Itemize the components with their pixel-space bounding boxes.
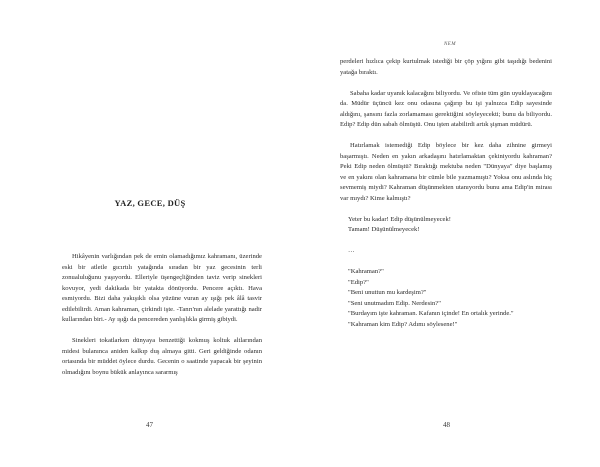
page-number-left: 47 bbox=[146, 421, 153, 429]
dialogue-line: "Kahraman kim Edip? Adımı söylesene!" bbox=[348, 320, 458, 328]
dialogue-line: "Burdayım işte kahraman. Kafanın içinde! En ortalık yerinde." bbox=[348, 310, 514, 317]
dialogue-line: "Kahraman?" bbox=[348, 268, 384, 275]
paragraph-gap bbox=[340, 131, 552, 142]
paragraph-gap bbox=[340, 257, 552, 268]
dialogue-line: Yeter bu kadar! Edip düşünülmeyecek! bbox=[348, 215, 451, 223]
paragraph: perdeleri hızlıca çekip kurtulmak istediği bir çöp yığını gibi taşıdığı bedenini yatağa bıraktı. bbox=[340, 58, 552, 76]
dialogue-line: Tamam! Düşünülmeyecek! bbox=[348, 226, 420, 233]
dialogue-line: "Beni unuttun mu kardeşim?" bbox=[348, 289, 427, 296]
dialogue-line: "Edip?" bbox=[348, 278, 369, 286]
paragraph-gap bbox=[340, 204, 552, 215]
paragraph-gap bbox=[62, 326, 262, 337]
paragraph: Hikâyenin varlığından pek de emin olamadığımız kahramanı, üzerinde eski bir atletle gıcırtılı yatağında sıradan bir yaz gecesinin terli zonualuluğunu yaşıyordu. Elleriyle üşengeçliğinden taviz verip sinekleri kovuyor, yedi dakikada bir yatakta dönüyordu. Pencere açıktı. Hava esmiyordu. Bizi daha yakışıklı olsa yüzüne vuran ay ışığı pek âlâ tasvir edilebilirdi. Aman kahraman, çirkindi işte. -Tanrı'nın alelade yarattığı nadir kullarından biri.- Ay ışığı da pencereden yanlışlıkla girmiş gibiydi. bbox=[62, 253, 262, 323]
page-number-right: 48 bbox=[443, 421, 450, 429]
paragraph: Sabaha kadar uyanık kalacağını biliyordu. Ve ofiste tüm gün uyuklayacağını da. Müdür üçüncü kez onu odasına çağırıp bu işi yalnızca Edip sayesinde aldığını, şansını fazla zorlamaması gerektiğini söyleyecekti; bunu da biliyordu. Edip? Edip dün sabah ölmüştü. Onu işten atabilirdi artık şişman müdürü. bbox=[340, 89, 552, 128]
paragraph: Hatırlamak istemediği Edip böylece bir kez daha zihnine girmeyi başarmıştı. Neden en yakın arkadaşını hatırlamaktan çekiniyordu kahraman? Peki Edip neden ölmüştü? Bıraktığı mektuba neden "Dünyaya" diye başlamış ve en yakını olan kahramana bir cümle bile yazmamıştı? Yoksa onu aslında hiç sevmemiş miydi? Kahraman düşünmekten utanıyordu bunu ama Edip'in mirası var mıydı? Kime kalmıştı? bbox=[340, 142, 552, 202]
left-body-text bbox=[62, 252, 262, 378]
paragraph: Sinekleri tokatlarken dünyaya benzettiği kokmuş koltuk altlarından midesi bulanınca aniden kalkıp duş almaya gitti. Geri geldiğinde odanın ortasında bir müddet öylece durdu. Gecenin o saatinde yapacak bir şeyinin olmadığını boynu bükük anlayınca sararmış bbox=[62, 337, 262, 376]
dialogue-line: "Seni unutmadım Edip. Nerdesin?" bbox=[348, 299, 441, 307]
ellipsis-line: … bbox=[348, 247, 355, 254]
right-body-text bbox=[340, 57, 552, 330]
paragraph-gap bbox=[340, 236, 552, 247]
chapter-title: YAZ, GECE, DÜŞ bbox=[114, 198, 186, 208]
paragraph-gap bbox=[340, 78, 552, 89]
running-head: NEM bbox=[443, 42, 457, 47]
